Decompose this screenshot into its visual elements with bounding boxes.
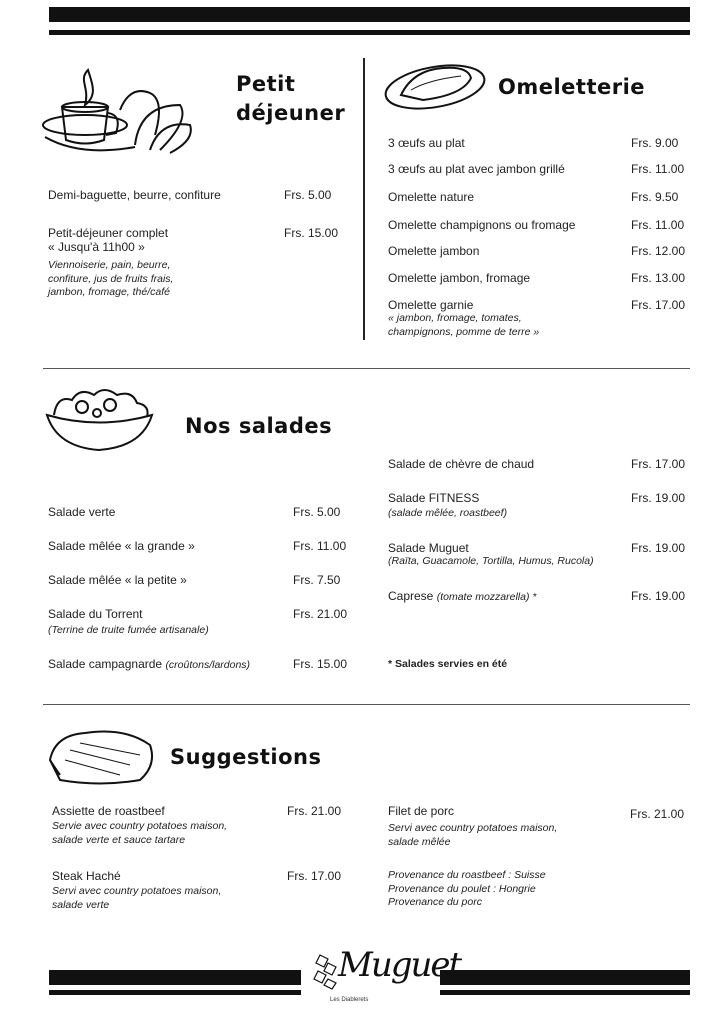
menu-item-name: Salade campagnarde (croûtons/lardons) <box>48 657 251 671</box>
menu-item-name: Omelette jambon, fromage <box>388 271 531 285</box>
menu-item-price: Frs. 15.00 <box>284 226 339 240</box>
provenance-list: Provenance du roastbeef : Suisse Provenance du poulet : Hongrie Provenance du porc <box>388 869 546 908</box>
salads-title: Nos salades <box>185 414 333 438</box>
menu-item-name: 3 œufs au plat avec jambon grillé <box>388 162 565 176</box>
section-divider <box>43 704 690 705</box>
menu-item-price: Frs. 11.00 <box>631 218 685 232</box>
flower-icon <box>312 953 340 991</box>
menu-item-name: Steak Haché <box>52 869 121 883</box>
menu-item-description: Servi avec country potatoes maison, salade mêlée <box>388 822 558 848</box>
menu-item-description: (Terrine de truite fumée artisanale) <box>48 624 209 636</box>
menu-item-price: Frs. 21.00 <box>630 807 685 821</box>
menu-item-name: Filet de porc <box>388 804 455 818</box>
menu-item-description: Servie avec country potatoes maison, salade verte et sauce tartare <box>52 820 228 846</box>
menu-item-price: Frs. 19.00 <box>631 491 686 505</box>
menu-item-price: Frs. 21.00 <box>293 607 348 621</box>
menu-item-price: Frs. 11.00 <box>631 162 685 176</box>
salad-bowl-icon <box>42 385 157 455</box>
menu-item-name: Salade verte <box>48 505 116 519</box>
suggestions-title: Suggestions <box>170 745 322 769</box>
menu-item-name: Petit-déjeuner complet <box>48 226 169 240</box>
menu-item-price: Frs. 19.00 <box>631 541 686 555</box>
menu-item-price: Frs. 15.00 <box>293 657 348 671</box>
menu-item-price: Frs. 12.00 <box>631 244 686 258</box>
bottom-thin-bar-left <box>49 990 301 995</box>
top-thin-bar <box>49 30 690 35</box>
menu-item-price: Frs. 9.50 <box>631 190 679 204</box>
salads-footnote: * Salades servies en été <box>388 658 508 670</box>
menu-item-name: Salade FITNESS <box>388 491 480 505</box>
steak-icon <box>45 725 160 790</box>
menu-item-price: Frs. 17.00 <box>631 457 686 471</box>
menu-item-name: Salade mêlée « la grande » <box>48 539 195 553</box>
menu-item-name: Salade Muguet <box>388 541 469 555</box>
menu-item-name: 3 œufs au plat <box>388 136 465 150</box>
menu-item-name: Omelette nature <box>388 190 475 204</box>
bottom-thin-bar-right <box>440 990 690 995</box>
column-divider <box>363 58 365 340</box>
menu-item-name: Salade de chèvre de chaud <box>388 457 535 471</box>
menu-item-description: « jambon, fromage, tomates, champignons, pomme de terre » <box>388 312 540 338</box>
menu-item-price: Frs. 19.00 <box>631 589 686 603</box>
menu-item-name: Omelette champignons ou fromage <box>388 218 576 232</box>
menu-item-subtitle: « Jusqu'à 11h00 » <box>48 240 145 254</box>
menu-item-name: Omelette garnie <box>388 298 474 312</box>
section-divider <box>43 368 690 369</box>
menu-item-price: Frs. 9.00 <box>631 136 679 150</box>
muguet-logo <box>312 945 461 1015</box>
menu-item-name: Salade du Torrent <box>48 607 143 621</box>
logo-wordmark: Muguet <box>338 945 461 985</box>
menu-item-description: (Raïta, Guacamole, Tortilla, Humus, Rucola) <box>388 555 594 567</box>
menu-item-price: Frs. 5.00 <box>293 505 341 519</box>
menu-item-description: Servi avec country potatoes maison, salade verte <box>52 885 222 911</box>
omeletterie-title: Omeletterie <box>498 75 646 99</box>
bottom-thick-bar-left <box>49 970 301 985</box>
breakfast-title: Petit déjeuner <box>236 72 346 125</box>
logo-tagline: Les Diablerets <box>330 997 369 1003</box>
menu-item-price: Frs. 5.00 <box>284 188 332 202</box>
top-thick-bar <box>49 7 690 22</box>
menu-item-price: Frs. 17.00 <box>631 298 686 312</box>
menu-item-price: Frs. 21.00 <box>287 804 342 818</box>
menu-item-name: Caprese (tomate mozzarella) * <box>388 589 537 603</box>
coffee-bread-icon <box>40 65 200 155</box>
menu-item-price: Frs. 7.50 <box>293 573 341 587</box>
bottom-thick-bar-right <box>440 970 690 985</box>
menu-item-price: Frs. 13.00 <box>631 271 686 285</box>
menu-item-description: Viennoiserie, pain, beurre, confiture, jus de fruits frais, jambon, fromage, thé/café <box>48 259 174 298</box>
menu-item-description: (salade mêlée, roastbeef) <box>388 507 508 519</box>
menu-item-name: Omelette jambon <box>388 244 480 258</box>
menu-item-name: Assiette de roastbeef <box>52 804 165 818</box>
menu-item-name: Demi-baguette, beurre, confiture <box>48 188 221 202</box>
menu-item-price: Frs. 11.00 <box>293 539 347 553</box>
menu-item-name: Salade mêlée « la petite » <box>48 573 187 587</box>
omelette-icon <box>383 60 488 110</box>
menu-item-price: Frs. 17.00 <box>287 869 342 883</box>
